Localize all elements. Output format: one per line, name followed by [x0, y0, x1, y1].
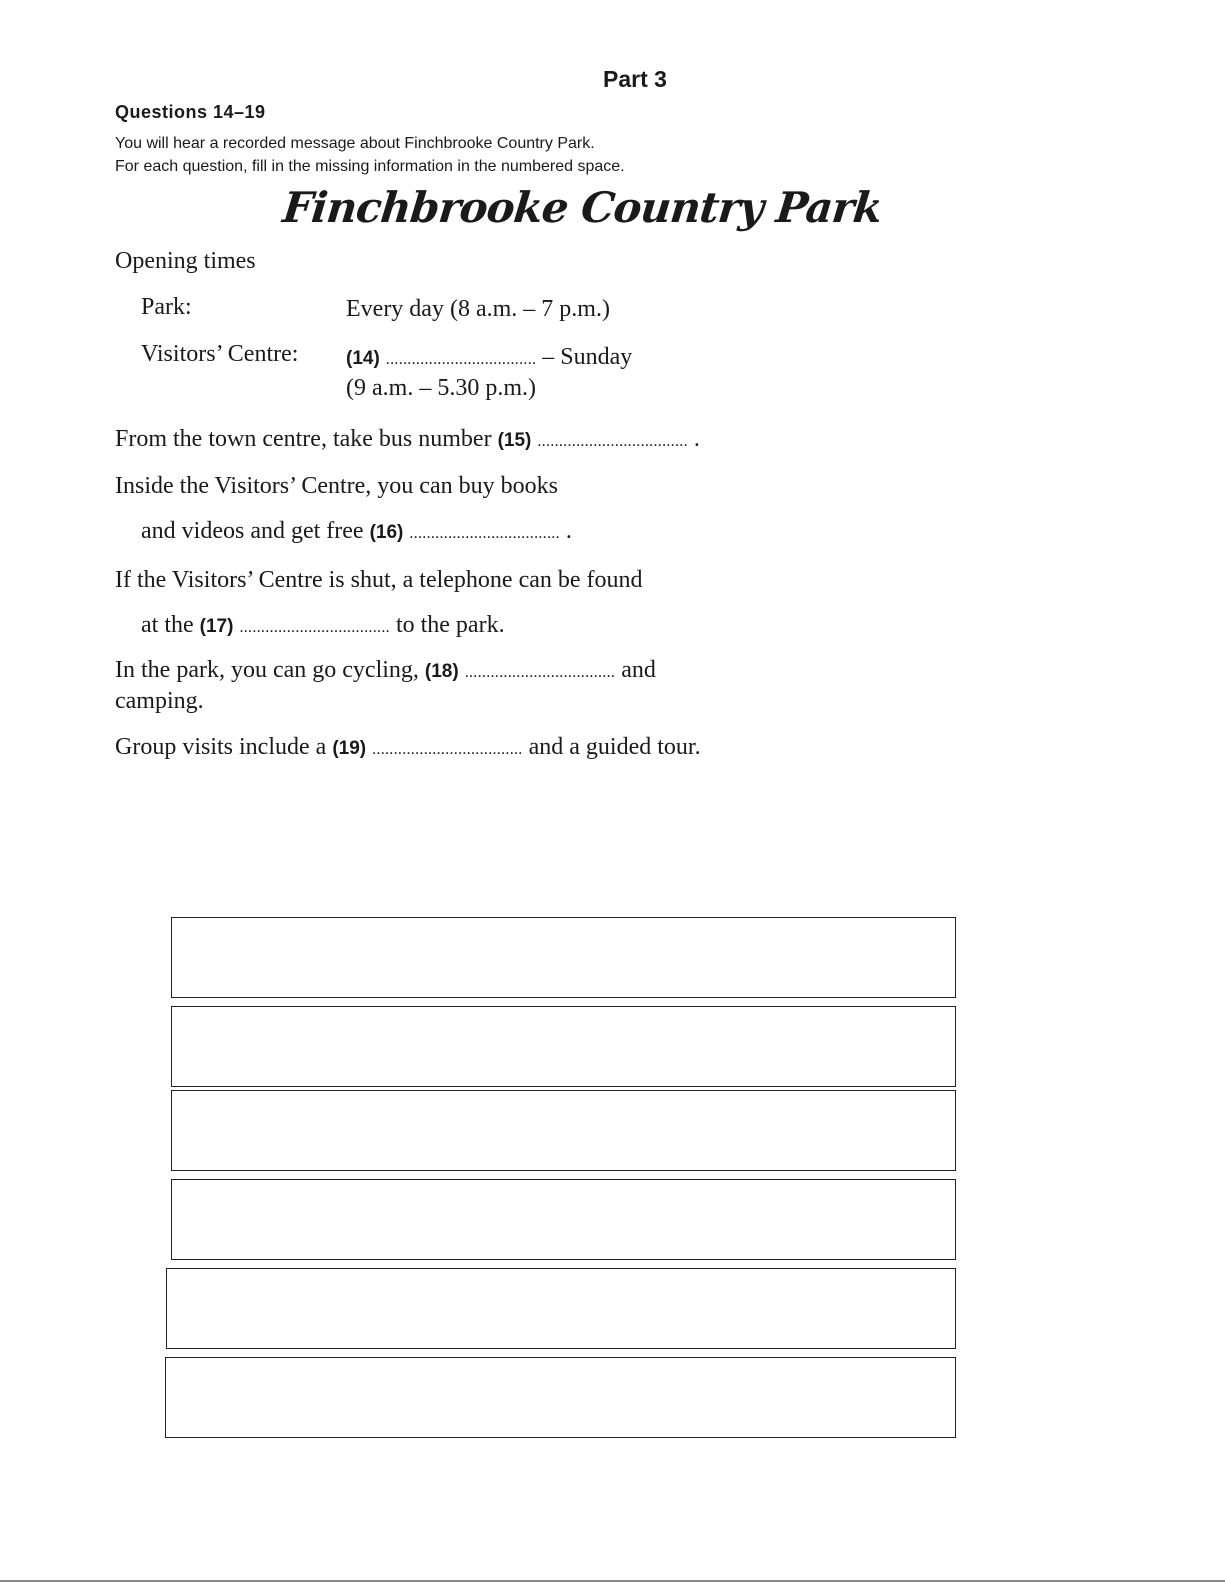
intro-line-1: You will hear a recorded message about Finchbrooke Country Park.	[115, 135, 595, 152]
bottom-divider	[0, 1580, 1225, 1582]
part-title: Part 3	[603, 66, 667, 92]
question-16-line-1: Inside the Visitors’ Centre, you can buy books	[115, 473, 558, 499]
question-number-16: (16)	[369, 522, 404, 543]
answer-box-6[interactable]	[165, 1357, 956, 1438]
answer-box-3[interactable]	[171, 1090, 956, 1171]
park-hours: Every day (8 a.m. – 7 p.m.)	[346, 296, 610, 322]
answer-box-5[interactable]	[166, 1268, 956, 1349]
question-19	[115, 734, 701, 761]
answer-gap-19: ...................................	[372, 741, 523, 758]
question-18	[115, 657, 656, 684]
answer-gap-18: ...................................	[464, 664, 616, 681]
visitors-centre-label: Visitors’ Centre:	[141, 341, 299, 367]
question-16	[141, 518, 572, 545]
question-18-line-2: camping.	[115, 688, 204, 714]
question-17-line-1: If the Visitors’ Centre is shut, a telephone can be found	[115, 567, 643, 593]
question-18-pre: In the park, you can go cycling,	[115, 657, 419, 683]
question-number-15: (15)	[497, 430, 532, 451]
question-15-text: From the town centre, take bus number	[115, 426, 492, 452]
question-15	[115, 426, 700, 453]
question-number-14: (14)	[346, 348, 380, 369]
visitors-centre-hours: (9 a.m. – 5.30 p.m.)	[346, 375, 536, 401]
answer-box-1[interactable]	[171, 917, 956, 998]
park-title: Finchbrooke Country Park	[280, 183, 884, 232]
answer-box-2[interactable]	[171, 1006, 956, 1087]
question-17-post: to the park.	[395, 612, 505, 638]
answer-box-4[interactable]	[171, 1179, 956, 1260]
park-label: Park:	[141, 294, 192, 320]
visitors-centre-days-end: – Sunday	[542, 344, 633, 370]
question-19-pre: Group visits include a	[115, 734, 327, 760]
answer-gap-17: ...................................	[239, 619, 390, 636]
question-19-post: and a guided tour.	[528, 734, 701, 760]
answer-gap-15: ...................................	[537, 433, 688, 450]
question-number-18: (18)	[424, 661, 459, 682]
question-number-19: (19)	[332, 738, 367, 759]
question-18-post: and	[621, 657, 656, 683]
question-16-end: .	[565, 518, 572, 544]
opening-times-heading: Opening times	[115, 248, 256, 274]
question-number-17: (17)	[199, 616, 234, 637]
question-14	[346, 344, 632, 371]
intro-line-2: For each question, fill in the missing information in the numbered space.	[115, 158, 625, 175]
question-16-text: and videos and get free	[141, 518, 364, 544]
question-15-end: .	[693, 426, 700, 452]
question-17	[141, 612, 505, 639]
answer-gap-14: ...................................	[385, 351, 537, 368]
answer-gap-16: ...................................	[409, 525, 560, 542]
question-17-pre: at the	[141, 612, 194, 638]
questions-heading: Questions 14–19	[115, 102, 266, 122]
